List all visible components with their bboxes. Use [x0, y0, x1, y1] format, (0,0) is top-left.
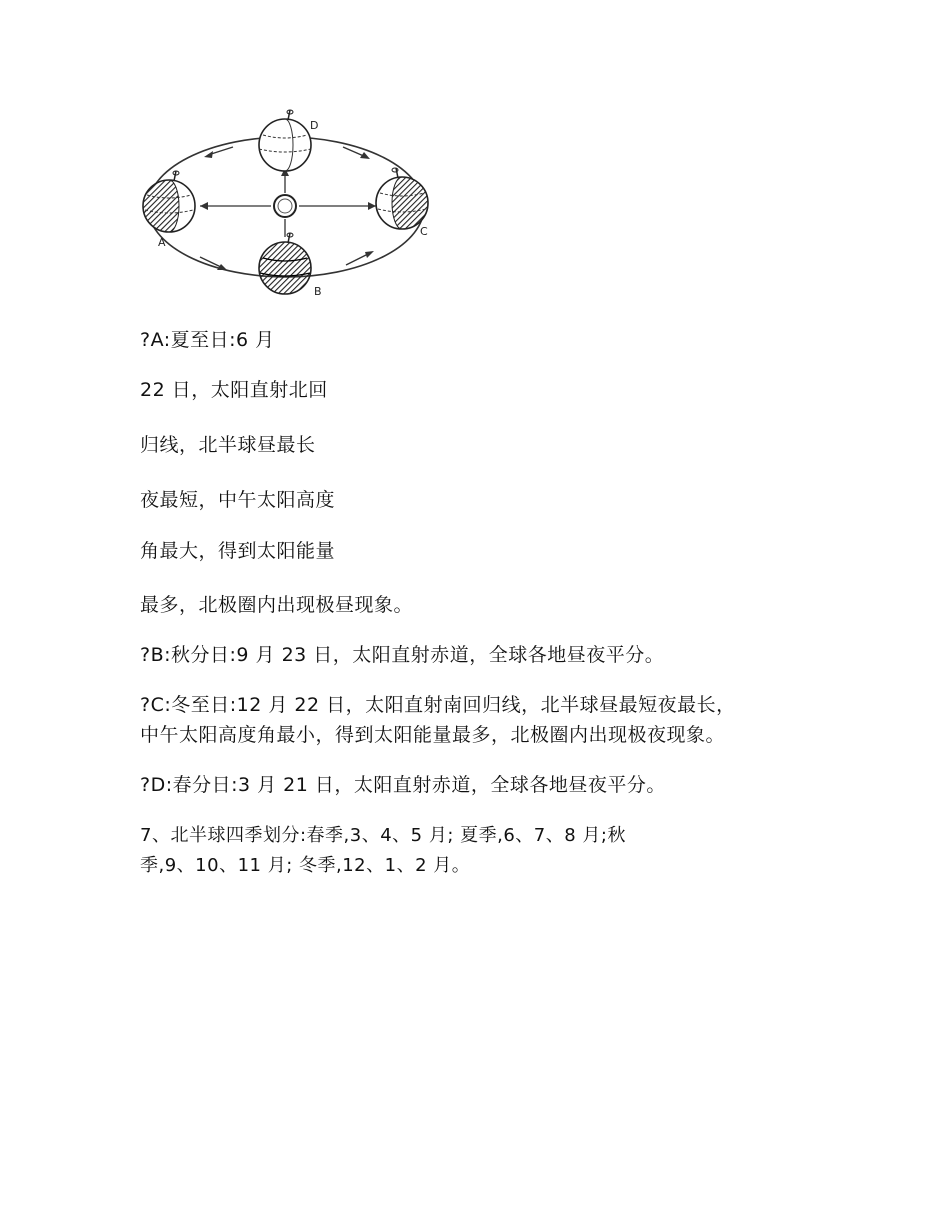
orbit-svg	[138, 105, 438, 305]
label-a: A	[158, 236, 166, 249]
paragraph-line: 角最大，得到太阳能量	[140, 540, 336, 562]
earth-orbit-diagram	[138, 105, 438, 305]
earth-d	[259, 110, 311, 171]
paragraph-line: 最多，北极圈内出现极昼现象。	[140, 594, 414, 616]
paragraph-line: 归线，北半球昼最长	[140, 434, 316, 456]
earth-a	[143, 171, 195, 232]
paragraph-line: 7、北半球四季划分:春季,3、4、5 月; 夏季,6、7、8 月;秋	[140, 825, 626, 846]
label-b: B	[314, 285, 322, 298]
paragraph-line: ?C:冬至日:12 月 22 日，太阳直射南回归线，北半球昼最短夜最长，	[140, 694, 736, 716]
sun	[274, 195, 296, 217]
paragraph-line: 夜最短，中午太阳高度	[140, 489, 336, 511]
paragraph-line: ?D:春分日:3 月 21 日，太阳直射赤道，全球各地昼夜平分。	[140, 774, 666, 796]
earth-c	[376, 168, 428, 229]
paragraph-line: ?B:秋分日:9 月 23 日，太阳直射赤道，全球各地昼夜平分。	[140, 644, 665, 666]
earth-b	[259, 233, 311, 294]
paragraph-line: 中午太阳高度角最小，得到太阳能量最多，北极圈内出现极夜现象。	[140, 724, 726, 746]
label-d: D	[310, 119, 319, 132]
label-c: C	[420, 225, 428, 238]
paragraph-line: 22 日，太阳直射北回	[140, 379, 328, 401]
paragraph-line: 季,9、10、11 月; 冬季,12、1、2 月。	[140, 855, 471, 876]
paragraph-line: ?A:夏至日:6 月	[140, 329, 275, 351]
